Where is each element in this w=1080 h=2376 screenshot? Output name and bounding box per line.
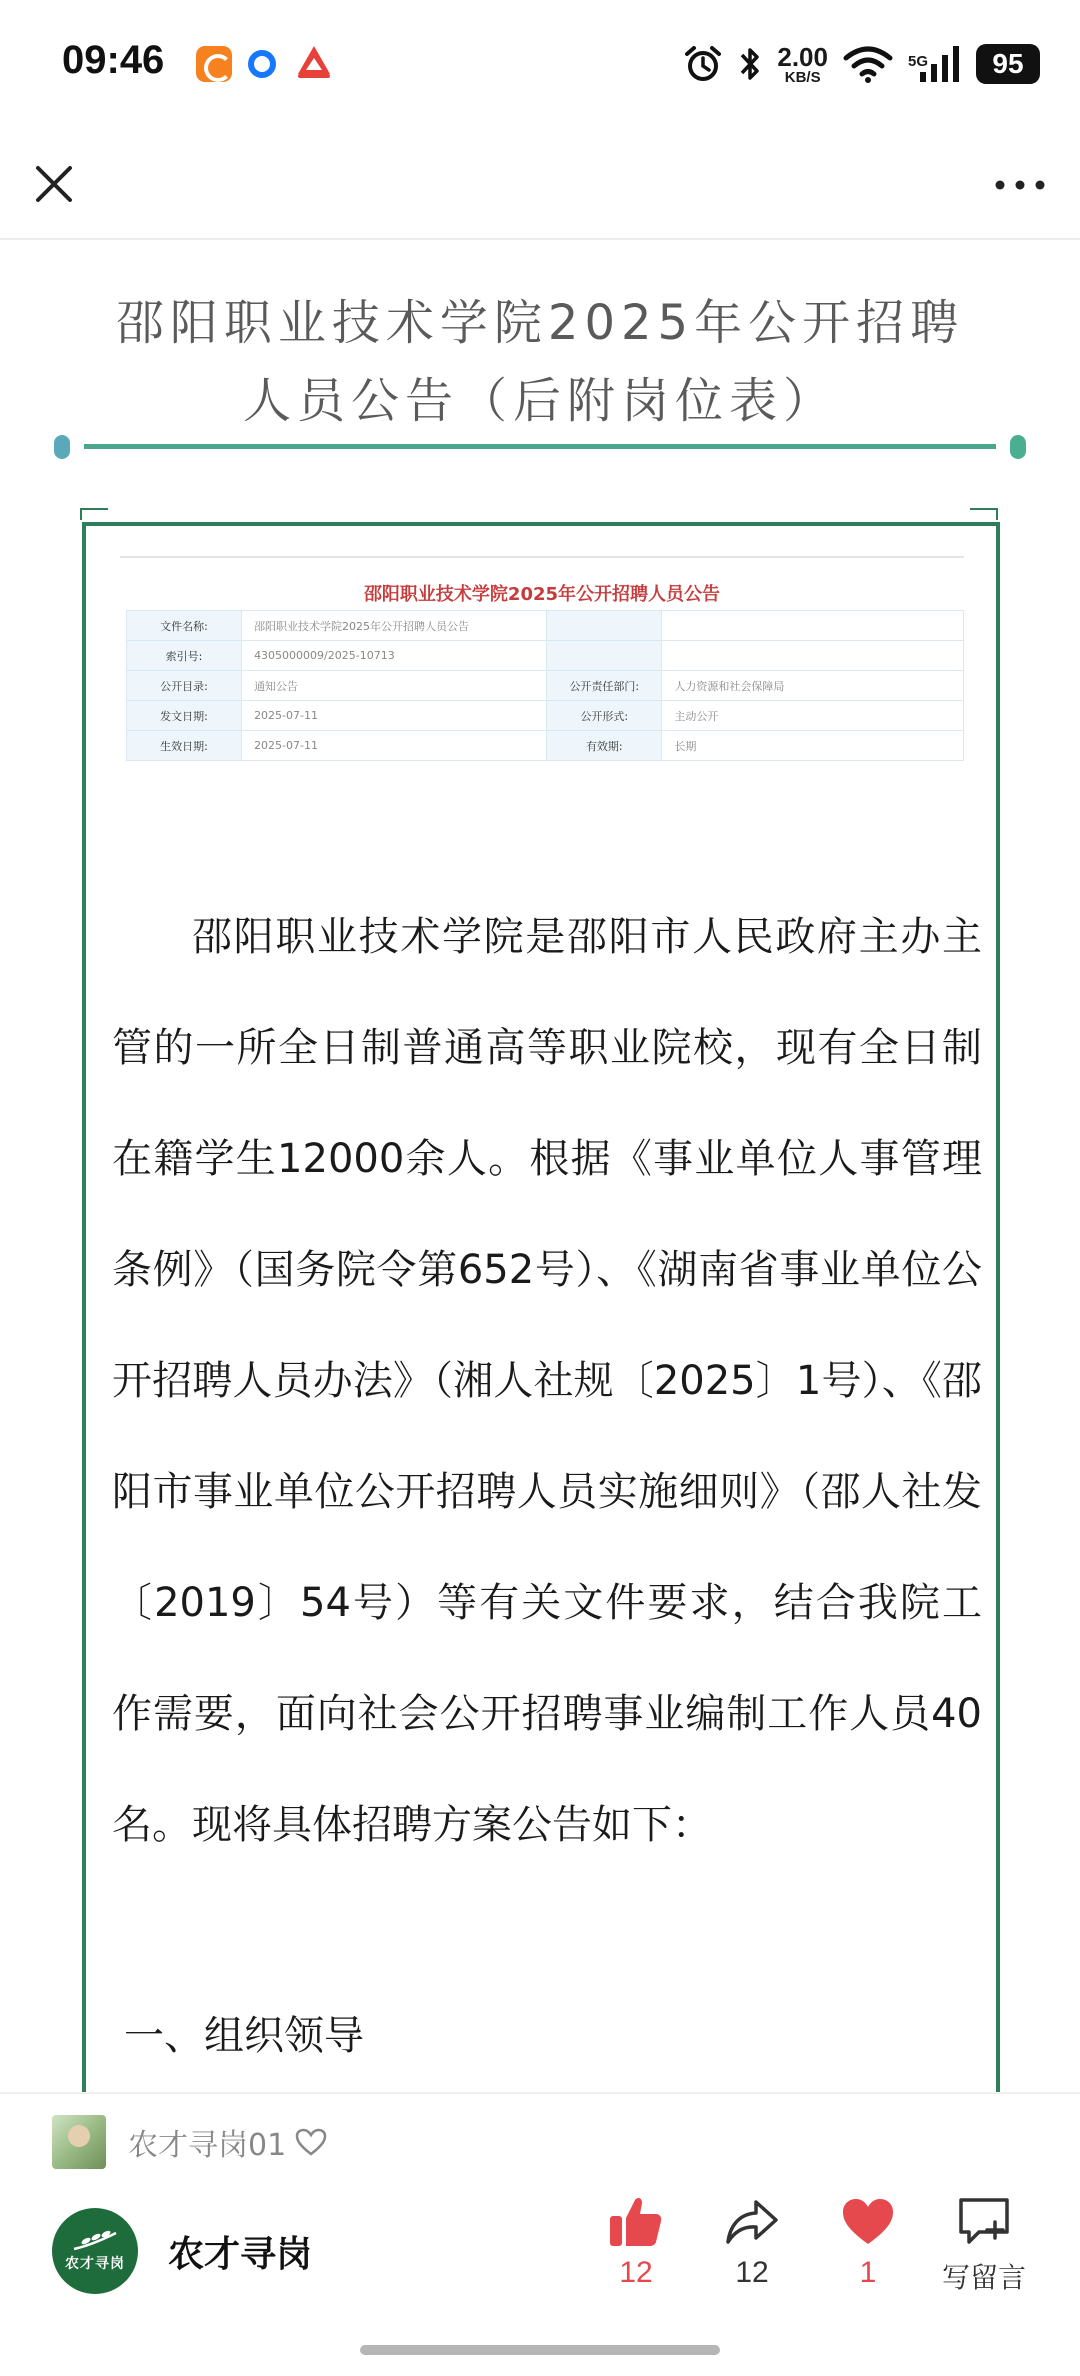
doc-table-value: 2025-07-11 [242, 731, 547, 761]
comment-add-icon [955, 2194, 1013, 2250]
more-options-button[interactable] [990, 160, 1050, 210]
status-time: 09:46 [62, 38, 165, 82]
blue-circle-app-icon [248, 50, 276, 78]
heart-icon [839, 2194, 897, 2250]
doc-table-value: 2025-07-11 [242, 701, 547, 731]
doc-table-value: 4305000009/2025-10713 [242, 641, 547, 671]
doc-table-value: 长期 [662, 731, 964, 761]
article-title-line2: 人员公告（后附岗位表） [242, 373, 837, 429]
favorite-button[interactable] [810, 2194, 926, 2296]
orange-app-icon [196, 46, 232, 82]
doc-table-row [127, 611, 964, 641]
net-speed-unit: KB/S [784, 68, 821, 86]
author-row[interactable] [52, 2114, 328, 2170]
write-comment-button[interactable] [926, 2194, 1042, 2296]
account-row[interactable] [52, 2206, 312, 2296]
battery-indicator: 95 [976, 44, 1040, 84]
heart-outline-icon [294, 2127, 328, 2157]
doc-table-value [662, 641, 964, 671]
doc-table-label: 公开责任部门: [547, 671, 662, 701]
account-logo [52, 2208, 138, 2294]
status-bar [0, 0, 1080, 130]
net-speed-value: 2.00 [777, 41, 828, 72]
frame-corner-right [970, 508, 998, 520]
doc-table-value [662, 611, 964, 641]
favorite-count: 1 [859, 2256, 877, 2289]
doc-table-label: 有效期: [547, 731, 662, 761]
doc-table-row [127, 671, 964, 701]
close-icon [28, 158, 80, 210]
thumbs-up-icon [607, 2194, 665, 2250]
doc-table-value: 通知公告 [242, 671, 547, 701]
red-mountain-app-icon [294, 44, 334, 80]
doc-info-table [126, 610, 964, 761]
doc-table-label: 文件名称: [127, 611, 242, 641]
share-button[interactable] [694, 2194, 810, 2296]
close-button[interactable] [28, 158, 80, 210]
doc-table-row [127, 701, 964, 731]
doc-table-row [127, 641, 964, 671]
status-icons [683, 36, 1040, 92]
title-divider [54, 434, 1026, 458]
doc-image-title: 邵阳职业技术学院2025年公开招聘人员公告 [363, 584, 721, 605]
signal-label: 5G [907, 53, 928, 70]
like-button[interactable] [578, 2194, 694, 2296]
bottom-bar [0, 2092, 1080, 2376]
document-info-image [120, 556, 964, 756]
account-name: 农才寻岗 [168, 2233, 313, 2275]
doc-table-label: 发文日期: [127, 701, 242, 731]
doc-table-label: 公开形式: [547, 701, 662, 731]
bluetooth-icon [737, 44, 763, 84]
article-body [112, 882, 982, 1881]
nav-bar [0, 130, 1080, 240]
body-paragraph: 邵阳职业技术学院是邵阳市人民政府主办主管的一所全日制普通高等职业院校，现有全日制在籍学生12000余人。根据《事业单位人事管理条例》（国务院令第652号）、《湖南省事业单位公开招聘人员办法》（湘人社规〔2025〕1号）、《邵阳市事业单位公开招聘人员实施细则》（邵人社发〔2019〕54号）等有关文件要求，结合我院工作需要，面向社会公开招聘事业编制工作人员40名。现将具体招聘方案公告如下： [112, 914, 982, 1848]
alarm-icon [683, 44, 723, 84]
net-speed [777, 41, 828, 86]
doc-table-value: 主动公开 [662, 701, 964, 731]
write-comment-label: 写留言 [941, 2261, 1026, 2294]
account-logo-text: 农才寻岗 [65, 2256, 125, 2272]
share-count: 12 [735, 2256, 769, 2289]
more-icon [990, 160, 1050, 210]
home-indicator[interactable] [360, 2345, 720, 2355]
doc-table-label: 生效日期: [127, 731, 242, 761]
action-buttons [578, 2194, 1042, 2296]
share-icon [724, 2194, 780, 2250]
section-heading: 一、组织领导 [124, 2013, 364, 2059]
doc-table-value: 人力资源和社会保障局 [662, 671, 964, 701]
like-count: 12 [619, 2256, 653, 2289]
doc-table-label: 索引号: [127, 641, 242, 671]
doc-table-label [547, 641, 662, 671]
wheat-icon [72, 2229, 118, 2251]
doc-table-value: 邵阳职业技术学院2025年公开招聘人员公告 [242, 611, 547, 641]
doc-table-label [547, 611, 662, 641]
wifi-icon [842, 44, 894, 84]
author-avatar [52, 2115, 106, 2169]
article-title [100, 284, 980, 440]
author-name: 农才寻岗01 [128, 2128, 287, 2163]
doc-table-row [127, 731, 964, 761]
article-title-line1: 邵阳职业技术学院2025年公开招聘 [115, 295, 965, 351]
frame-corner-left [80, 508, 108, 520]
doc-table-label: 公开目录: [127, 671, 242, 701]
